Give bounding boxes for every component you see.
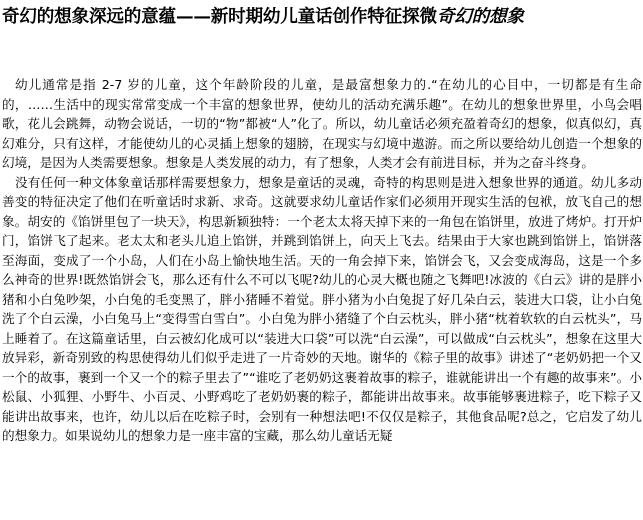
paragraph: 没有任何一种文体象童话那样需要想象力，想象是童话的灵魂，奇特的构思则是进入想象世界的通道。幼儿多动善变的特征决定了他们在听童话时求新、求奇。这就要求幼儿童话作家们必须用开现实生活的包袱，放飞自己的想象。胡安的《馅饼里包了一块天》，构思新颖独特：一个老太太将天掉下来的一角包在馅饼里，放进了烤炉。打开炉门，馅饼飞了起来。老太太和老头儿追上馅饼，并跳到馅饼上，向天上飞去。结果由于大家也跳到馅饼上，馅饼落至海面，变成了一个小岛，人们在小岛上愉快地生活。天的一角会掉下来，馅饼会飞，又会变成海岛，这是一个多么神奇的世界!既然馅饼会飞，那么还有什么不可以飞呢?幼儿的心灵大概也随之飞舞吧!冰波的《白云》讲的是胖小猪和小白兔吵架，小白兔的毛变黑了，胖小猪睡不着觉。胖小猪为小白兔捉了好几朵白云，装进大口袋，让小白兔洗了个白云澡，小白兔马上“变得雪白雪白”。小白兔为胖小猪缝了个白云枕头，胖小猪“枕着软软的白云枕头”，马上睡着了。在这篇童话里，白云被幻化成可以“装进大口袋”可以洗“白云澡”，可以做成“白云枕头”，想象在这里大放异彩，新奇别致的构思使得幼儿们似乎走进了一片奇妙的天地。谢华的《粽子里的故事》讲述了“老奶奶把一个又一个的故事，裹到一个又一个的粽子里去了”“谁吃了老奶奶这裹着故事的粽子，谁就能讲出一个有趣的故事来”。小松鼠、小狐狸、小野牛、小百灵、小野鸡吃了老奶奶裹的粽子，都能讲出故事来。故事能够裹进粽子，吃下粽子又能讲出故事来，也许，幼儿以后在吃粽子时，会别有一种想法吧!不仅仅是粽子，其他食品呢?总之，它启发了幼儿的想象力。如果说幼儿的想象力是一座丰富的宝藏，那么幼儿童话无疑 [2, 174, 642, 443]
document-title [2, 6, 642, 28]
body-text [2, 75, 642, 446]
title-italic-subtitle: 奇幻的想象 [436, 6, 524, 27]
paragraph: 幼儿通常是指 2-7 岁的儿童，这个年龄阶段的儿童，是最富想象力的.“在幼儿的心目中，一切都是有生命的，……生活中的现实常常变成一个丰富的想象世界，使幼儿的活动充满乐趣”。在幼儿的想象世界里，小鸟会唱歌，花儿会跳舞，动物会说话，一切的“物”都被“人”化了。所以，幼儿童话必须充盈着奇幻的想象，似真似幻，真幻难分，只有这样，才能使幼儿的心灵插上想象的翅膀，在现实与幻境中遨游。而之所以要给幼儿创造一个想象的幻境，是因为人类需要想象。想象是人类发展的动力，有了想象，人类才会有前进目标，并为之奋斗终身。 [2, 77, 642, 170]
title-main: 奇幻的想象深远的意蕴——新时期幼儿童话创作特征探微 [2, 6, 437, 27]
